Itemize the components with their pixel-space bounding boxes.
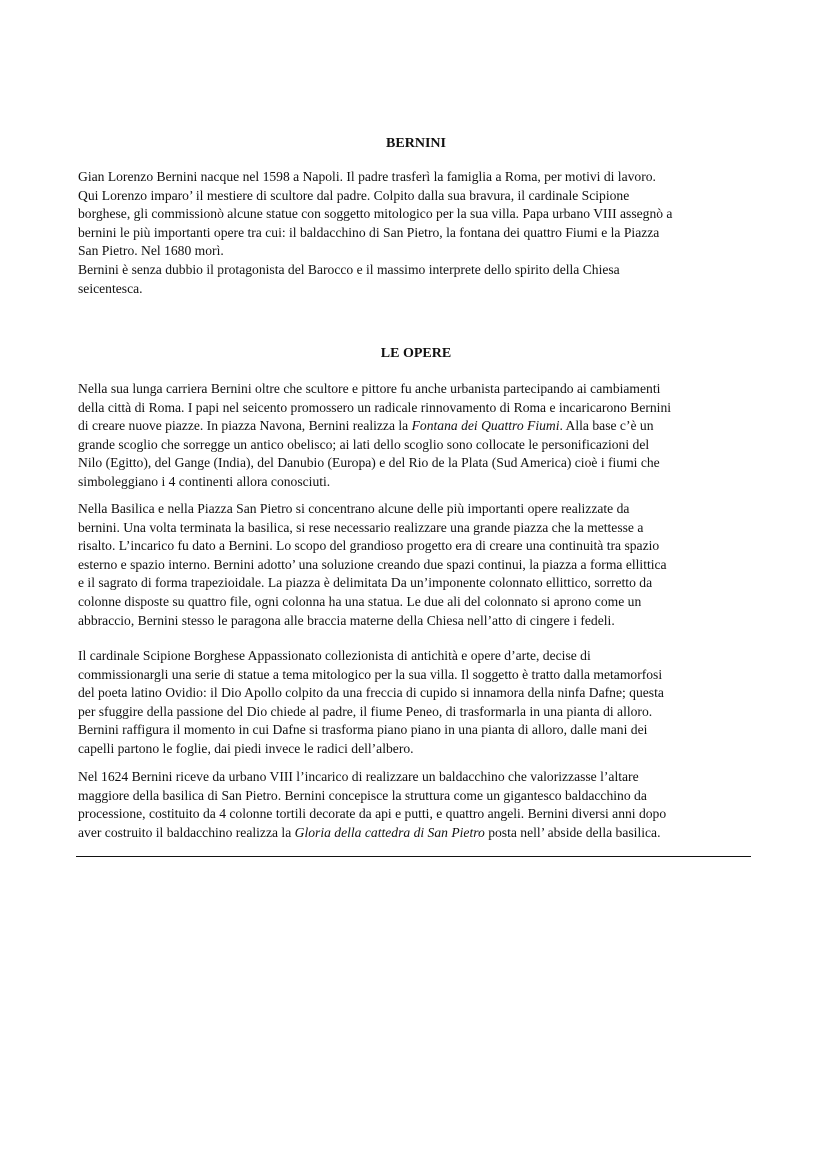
title-le-opere: LE OPERE — [380, 346, 452, 361]
text-line: Nella Basilica e nella Piazza San Pietro si concentrano alcune delle più importanti opere realizzate da — [78, 501, 630, 516]
paragraph-baldacchino — [78, 768, 754, 842]
text-segment: di creare nuove piazze. In piazza Navona, Bernini realizza la — [78, 418, 412, 434]
text-line: Nel 1624 Bernini riceve da urbano VIII l’incarico di realizzare un baldacchino che valorizzasse l’altare — [78, 769, 639, 784]
paragraph-piazza-navona — [78, 380, 754, 492]
text-line: esterno e spazio interno. Bernini adotto’ una soluzione creando due spazi continui, la piazza a forma ellittica — [78, 556, 667, 572]
italic-title: Gloria della cattedra di San Pietro — [294, 824, 485, 840]
text-line: simboleggiano i 4 continenti allora conosciuti. — [78, 473, 331, 489]
text-line: capelli partono le foglie, dai piedi invece le radici dell’albero. — [78, 740, 414, 756]
text-line: bernini le più importanti opere tra cui: il baldacchino di San Pietro, la fontana dei quattro Fiumi e la Piazza — [78, 224, 660, 240]
text-line: della città di Roma. I papi nel seicento promossero un radicale rinnovamento di Roma e incaricarono Bernini — [78, 399, 672, 415]
text-line: bernini. Una volta terminata la basilica, si rese necessario realizzare una grande piazza che la mettesse a — [78, 519, 644, 535]
text-segment: aver costruito il baldacchino realizza la — [78, 824, 295, 840]
text-line: colonne disposte su quattro file, ogni colonna ha una statua. Le due ali del colonnato si aprono come un — [78, 593, 642, 609]
text-line: Nilo (Egitto), del Gange (India), del Danubio (Europa) e del Rio de la Plata (Sud America) cioè i fiumi che — [78, 455, 660, 471]
text-line: e il sagrato di forma trapezioidale. La piazza è delimitata Da un’imponente colonnato ellittico, sorretto da — [78, 575, 653, 591]
paragraph-apollo-e-dafne — [78, 647, 754, 759]
text-line: maggiore della basilica di San Pietro. Bernini concepisce la struttura come un gigantesco baldacchino da — [78, 787, 647, 803]
text-line: Bernini raffigura il momento in cui Dafne si trasforma piano piano in una pianta di alloro, dalle mani dei — [78, 722, 648, 738]
text-segment: posta nell’ abside della basilica. — [484, 824, 661, 840]
text-line: Qui Lorenzo imparo’ il mestiere di scultore dal padre. Colpito dalla sua bravura, il cardinale Scipione — [78, 187, 630, 203]
text-line: commissionargli una serie di statue a tema mitologico per la sua villa. Il soggetto è tratto dalla metamorfosi — [78, 666, 663, 682]
text-line: Gian Lorenzo Bernini nacque nel 1598 a Napoli. Il padre trasferì la famiglia a Roma, per motivi di lavoro. — [78, 169, 656, 184]
paragraph-piazza-san-pietro — [78, 500, 754, 630]
text-line: risalto. L’incarico fu dato a Bernini. Lo scopo del grandioso progetto era di creare una continuità tra spazio — [78, 538, 660, 554]
text-line: Nella sua lunga carriera Bernini oltre che scultore e pittore fu anche urbanista partecipando ai cambiamenti — [78, 381, 661, 396]
text-line: grande scoglio che sorregge un antico obelisco; ai lati dello scoglio sono collocate le personificazioni del — [78, 436, 650, 452]
text-line — [78, 417, 754, 436]
text-line: processione, costituito da 4 colonne tortili decorate da api e putti, e quattro angeli. Bernini diversi anni dopo — [78, 806, 667, 822]
text-line: abbraccio, Bernini stesso le paragona alle braccia materne della Chiesa nell’atto di cingere i fedeli. — [78, 612, 615, 628]
horizontal-rule — [76, 856, 751, 857]
italic-title: Fontana dei Quattro Fiumi — [411, 418, 560, 434]
text-segment: . Alla base c’è un — [559, 418, 654, 434]
text-line: per sfuggire della passione del Dio chiede al padre, il fiume Peneo, di trasformarla in una pianta di alloro. — [78, 703, 653, 719]
paragraph-biography — [78, 168, 754, 298]
text-line — [78, 824, 754, 843]
text-line: Il cardinale Scipione Borghese Appassionato collezionista di antichità e opere d’arte, decise di — [78, 648, 591, 663]
text-line: San Pietro. Nel 1680 morì. — [78, 243, 224, 259]
text-line: Bernini è senza dubbio il protagonista del Barocco e il massimo interprete dello spirito della Chiesa — [78, 261, 620, 277]
text-line: seicentesca. — [78, 280, 143, 296]
text-line: borghese, gli commissionò alcune statue con soggetto mitologico per la sua villa. Papa urbano VIII assegnò a — [78, 206, 673, 222]
text-line: del poeta latino Ovidio: il Dio Apollo colpito da una freccia di cupido si innamora della ninfa Dafne; questa — [78, 685, 664, 701]
title-bernini: BERNINI — [386, 136, 446, 151]
